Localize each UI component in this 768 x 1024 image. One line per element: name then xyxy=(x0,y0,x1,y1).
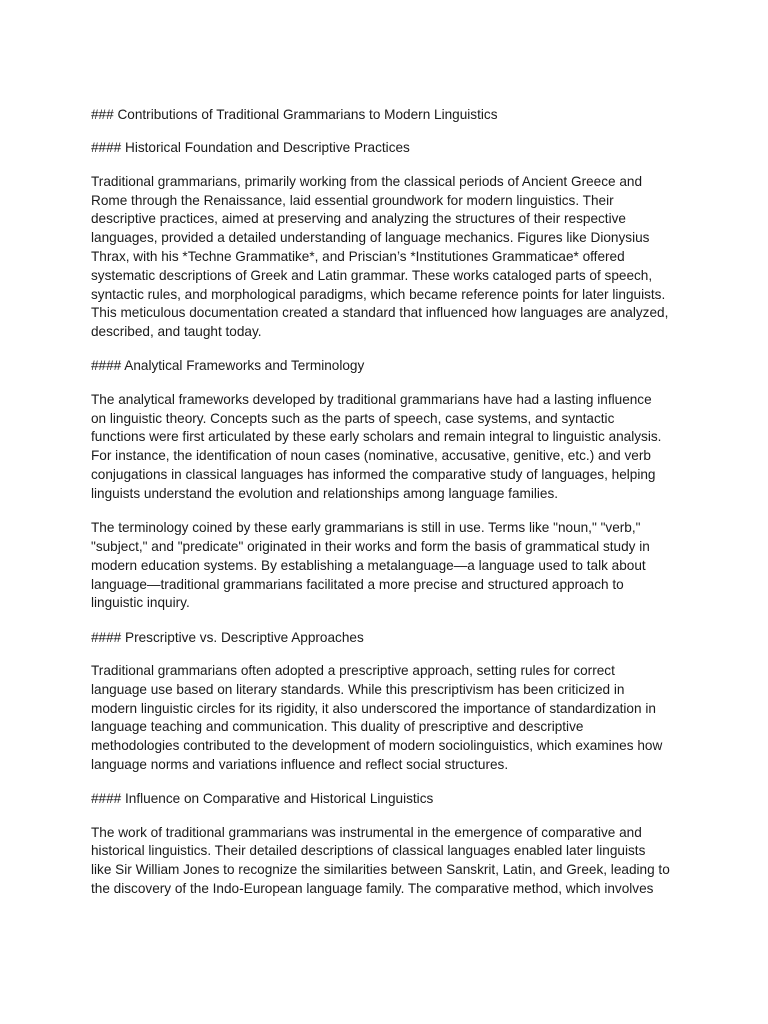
text-line: linguists understand the evolution and relationships among language families. xyxy=(91,485,559,501)
text-line: Rome through the Renaissance, laid essential groundwork for modern linguistics. Their xyxy=(91,192,614,208)
text-line: historical linguistics. Their detailed descriptions of classical languages enabled later linguists xyxy=(91,843,646,859)
text-line: language teaching and communication. This duality of prescriptive and descriptive xyxy=(91,719,584,735)
text-line: Traditional grammarians, primarily working from the classical periods of Ancient Greece and xyxy=(91,173,643,189)
text-line: Traditional grammarians often adopted a prescriptive approach, setting rules for correct xyxy=(91,663,615,678)
text-line: like Sir William Jones to recognize the similarities between Sanskrit, Latin, and Greek, leading to xyxy=(91,862,670,878)
text-line: language norms and variations influence and reflect social structures. xyxy=(91,756,509,772)
text-line: described, and taught today. xyxy=(91,324,262,340)
paragraph-terminology xyxy=(91,519,683,613)
text-line: "subject," and "predicate" originated in their works and form the basis of grammatical study in xyxy=(91,538,650,554)
section-heading-analytical-frameworks: #### Analytical Frameworks and Terminology xyxy=(91,358,365,374)
text-line: modern linguistic circles for its rigidity, it also underscored the importance of standardization in xyxy=(91,700,656,716)
text-line: The work of traditional grammarians was instrumental in the emergence of comparative and xyxy=(91,824,642,840)
text-line: linguistic inquiry. xyxy=(91,595,190,611)
text-line: the discovery of the Indo-European language family. The comparative method, which involves xyxy=(91,881,654,897)
text-line: This meticulous documentation created a standard that influenced how languages are analyzed, xyxy=(91,305,669,321)
paragraph-analytical-frameworks xyxy=(91,391,683,504)
paragraph-prescriptive-descriptive xyxy=(91,662,683,775)
text-line: methodologies contributed to the development of modern sociolinguistics, which examines how xyxy=(91,738,663,754)
text-line: modern education systems. By establishing a metalanguage—a language used to talk about xyxy=(91,557,646,573)
section-heading-comparative-historical: #### Influence on Comparative and Historical Linguistics xyxy=(91,791,434,807)
text-line: on linguistic theory. Concepts such as the parts of speech, case systems, and syntactic xyxy=(91,410,615,426)
text-line: language—traditional grammarians facilitated a more precise and structured approach to xyxy=(91,576,624,592)
document-title: ### Contributions of Traditional Grammarians to Modern Linguistics xyxy=(91,107,498,122)
document-body xyxy=(91,106,683,914)
paragraph-comparative-historical xyxy=(91,824,683,899)
text-line: functions were first articulated by these early scholars and remain integral to linguistic analysis. xyxy=(91,429,662,445)
section-heading-prescriptive-descriptive: #### Prescriptive vs. Descriptive Approaches xyxy=(91,629,364,645)
section-heading-historical-foundation: #### Historical Foundation and Descriptive Practices xyxy=(91,140,410,156)
text-line: The terminology coined by these early grammarians is still in use. Terms like "noun," "verb," xyxy=(91,520,641,536)
text-line: systematic descriptions of Greek and Latin grammar. These works cataloged parts of speech, xyxy=(91,267,653,283)
text-line: language use based on literary standards. While this prescriptivism has been criticized in xyxy=(91,681,625,697)
text-line: conjugations in classical languages has informed the comparative study of languages, helping xyxy=(91,467,656,483)
text-line: languages, provided a detailed understanding of language mechanics. Figures like Dionysius xyxy=(91,230,650,246)
text-line: descriptive practices, aimed at preserving and analyzing the structures of their respective xyxy=(91,211,626,227)
paragraph-historical-foundation xyxy=(91,173,683,342)
text-line: syntactic rules, and morphological paradigms, which became reference points for later linguists. xyxy=(91,286,666,302)
text-line: For instance, the identification of noun cases (nominative, accusative, genitive, etc.) and verb xyxy=(91,448,651,464)
text-line: The analytical frameworks developed by traditional grammarians have had a lasting influence xyxy=(91,391,652,407)
text-line: Thrax, with his *Techne Grammatike*, and Priscian’s *Institutiones Grammaticae* offered xyxy=(91,248,625,264)
